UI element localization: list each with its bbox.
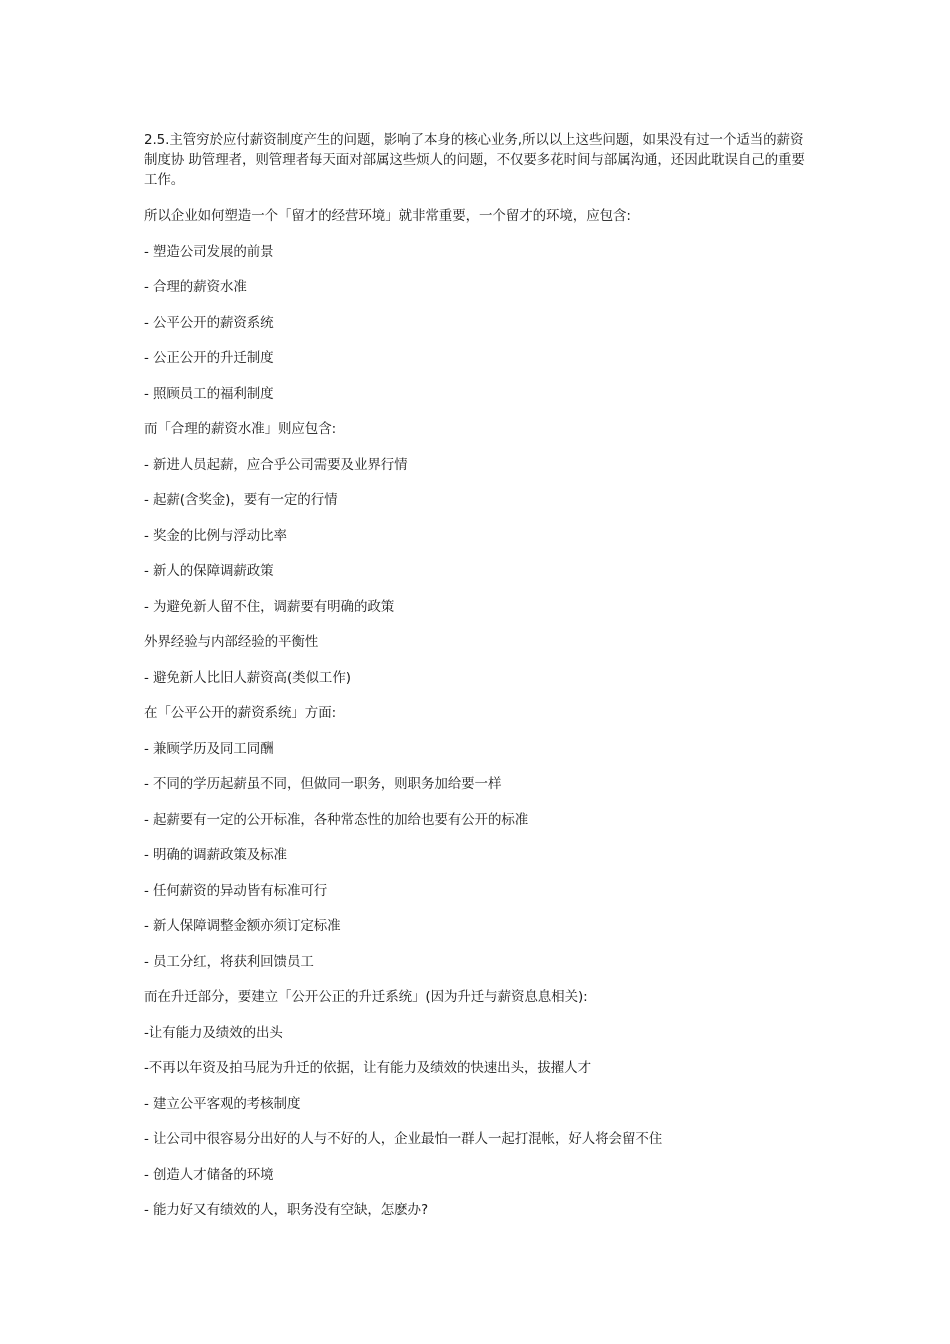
list-item: - 起薪要有一定的公开标准，各种常态性的加给也要有公开的标准 bbox=[144, 811, 529, 828]
paragraph-experience-balance: 外界经验与内部经验的平衡性 bbox=[144, 634, 319, 650]
list-item: - 奖金的比例与浮动比率 bbox=[144, 527, 287, 544]
list-item: - 公平公开的薪资系统 bbox=[144, 314, 274, 331]
list-item: - 让公司中很容易分出好的人与不好的人，企业最怕一群人一起打混帐，好人将会留不住 bbox=[144, 1131, 663, 1147]
list-item: -不再以年资及拍马屁为升迁的依据，让有能力及绩效的快速出头，拔擢人才 bbox=[144, 1060, 591, 1076]
list-item: - 明确的调薪政策及标准 bbox=[144, 847, 287, 863]
list-item: - 不同的学历起薪虽不同，但做同一职务，则职务加给要一样 bbox=[144, 776, 502, 792]
list-item: - 能力好又有绩效的人，职务没有空缺，怎麽办? bbox=[144, 1202, 429, 1218]
paragraph-retention-environment: 所以企业如何塑造一个「留才的经营环境」就非常重要，一个留才的环境，应包含: bbox=[144, 208, 631, 224]
list-item: - 创造人才储备的环境 bbox=[144, 1166, 274, 1183]
list-item: - 任何薪资的异动皆有标准可行 bbox=[144, 882, 328, 899]
list-item: - 合理的薪资水准 bbox=[144, 279, 247, 295]
list-item: - 塑造公司发展的前景 bbox=[144, 243, 274, 260]
document-body bbox=[144, 130, 814, 1220]
list-item: - 起薪(含奖金)，要有一定的行情 bbox=[144, 492, 338, 508]
list-item: - 新进人员起薪，应合乎公司需要及业界行情 bbox=[144, 456, 408, 473]
list-item: - 兼顾学历及同工同酬 bbox=[144, 740, 274, 757]
paragraph-promotion-system: 而在升迁部分，要建立「公开公正的升迁系统」(因为升迁与薪资息息相关): bbox=[144, 989, 588, 1005]
list-item: - 建立公平客观的考核制度 bbox=[144, 1095, 301, 1112]
list-item: - 新人保障调整金额亦须订定标准 bbox=[144, 918, 341, 934]
list-item: - 公正公开的升迁制度 bbox=[144, 350, 274, 366]
list-item: - 避免新人比旧人薪资高(类似工作) bbox=[144, 669, 351, 686]
intro-paragraph: 2.5.主管穷於应付薪资制度产生的问题，影响了本身的核心业务,所以以上这些问题，如果没有过一个适当的薪资制度协 助管理者，则管理者每天面对部属这些烦人的问题，不仅要多花时间与部属沟通，还因此耽误自己的重要工作。 bbox=[144, 132, 805, 188]
list-item: - 新人的保障调薪政策 bbox=[144, 563, 274, 579]
paragraph-reasonable-salary: 而「合理的薪资水准」则应包含: bbox=[144, 421, 337, 437]
paragraph-fair-salary-system: 在「公平公开的薪资系统」方面: bbox=[144, 705, 337, 721]
list-item: - 照顾员工的福利制度 bbox=[144, 385, 274, 402]
list-item: - 员工分红，将获利回馈员工 bbox=[144, 953, 314, 970]
list-item: -让有能力及绩效的出头 bbox=[144, 1024, 283, 1041]
list-item: - 为避免新人留不住，调薪要有明确的政策 bbox=[144, 598, 395, 615]
